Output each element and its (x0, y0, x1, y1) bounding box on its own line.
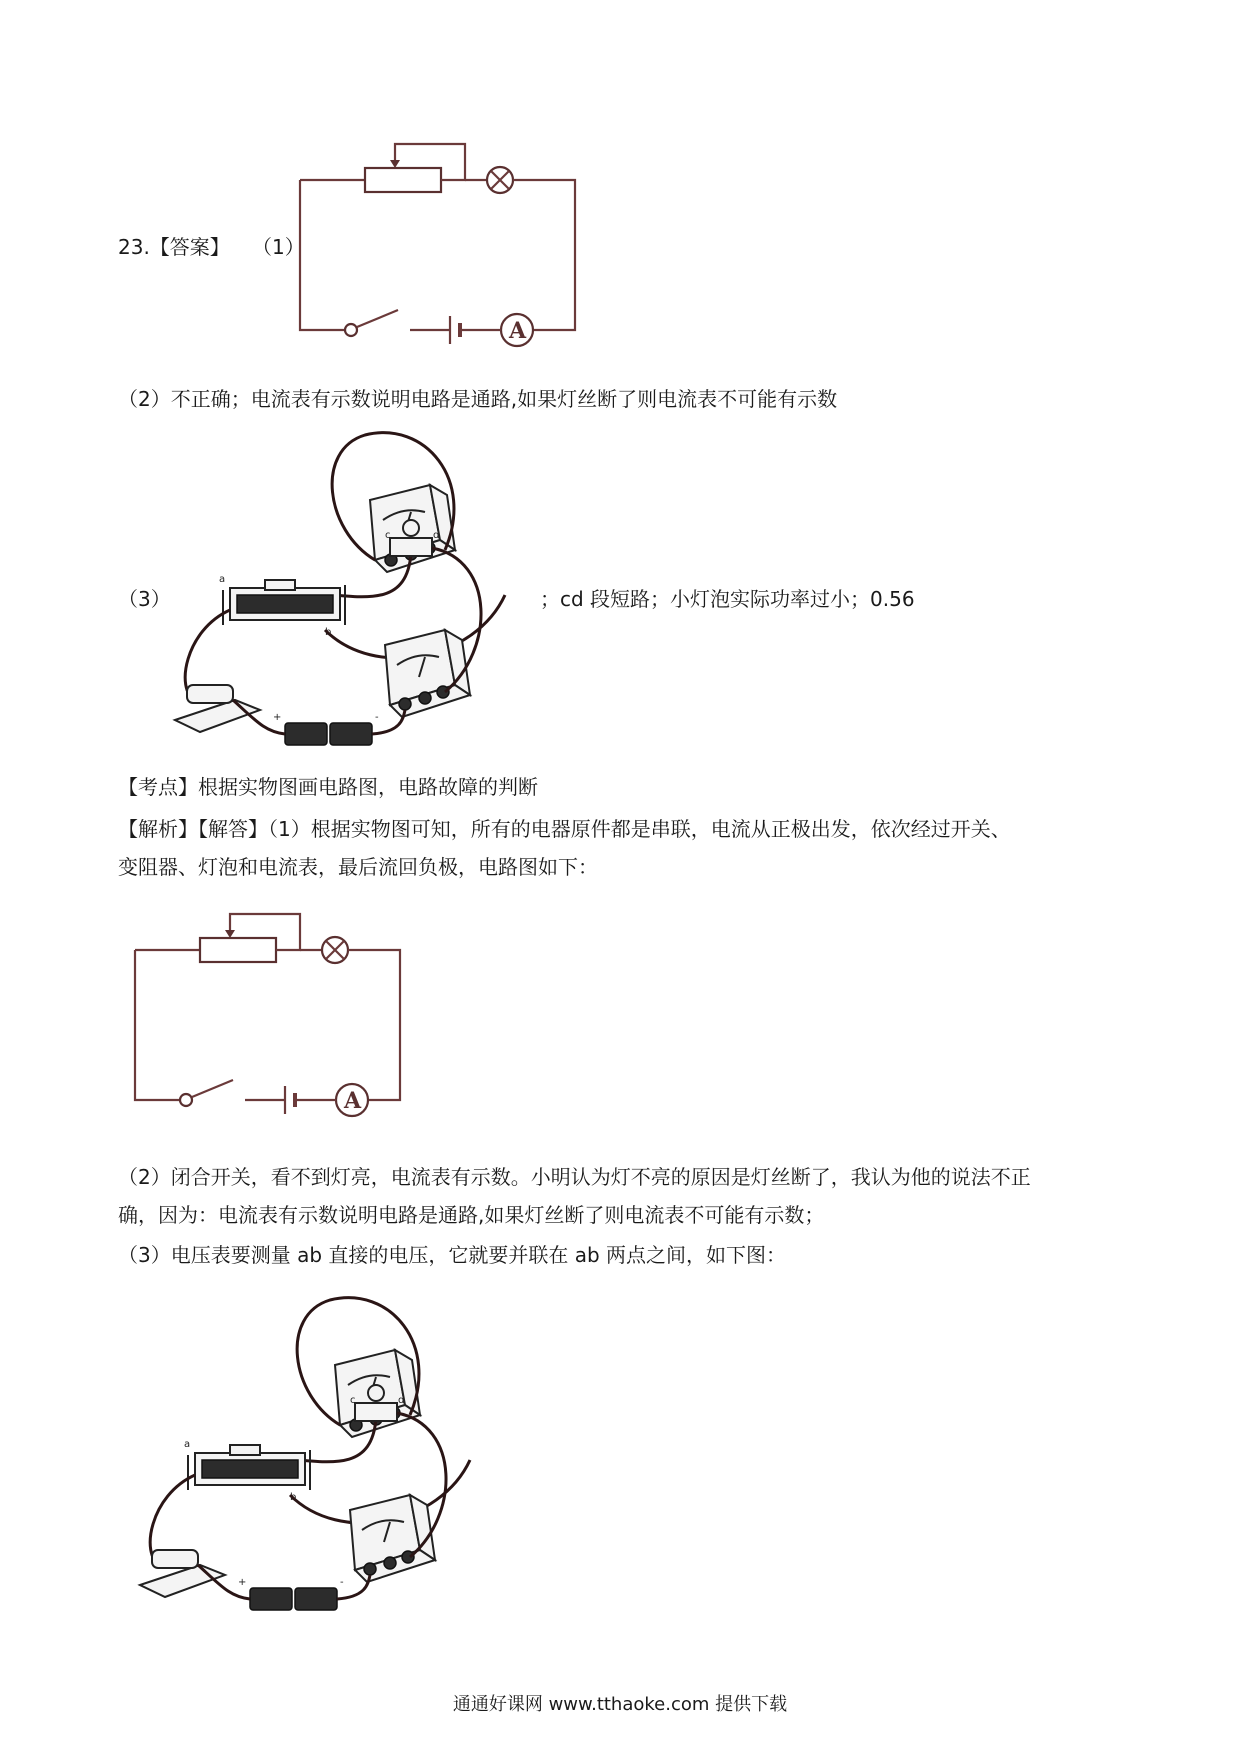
svg-text:a: a (219, 574, 226, 585)
switch-symbol (180, 1080, 233, 1106)
circuit-diagram-2 (125, 910, 425, 1114)
svg-text:d: d (433, 530, 440, 541)
svg-text:A: A (344, 1088, 362, 1114)
ammeter-device (350, 1495, 435, 1582)
jiexi-line-1: 【解析】【解答】（1）根据实物图可知，所有的电器原件都是串联，电流从正极出发，依次经过开关、 (118, 817, 1011, 841)
physical-circuit-2 (140, 1285, 500, 1625)
switch-device (175, 685, 260, 732)
svg-text:-: - (340, 1577, 344, 1588)
jiexi-p3-line: （3）电压表要测量 ab 直接的电压，它就要并联在 ab 两点之间，如下图： (118, 1243, 787, 1267)
part1-tag: （1） (252, 235, 305, 259)
circuit-diagram-1 (290, 140, 590, 344)
switch-device (140, 1550, 225, 1597)
svg-text:-: - (375, 712, 379, 723)
rheostat-device (223, 580, 345, 625)
part2-answer: （2）不正确；电流表有示数说明电路是通路,如果灯丝断了则电流表不可能有示数 (118, 387, 838, 411)
svg-text:+: + (238, 1577, 247, 1588)
rheostat-symbol (365, 168, 441, 192)
svg-text:b: b (325, 627, 332, 638)
svg-text:+: + (273, 712, 282, 723)
jiexi-p2-line-1: （2）闭合开关，看不到灯亮，电流表有示数。小明认为灯不亮的原因是灯丝断了，我认为他的说法不正 (118, 1165, 1031, 1189)
svg-text:A: A (509, 318, 527, 344)
lamp-symbol (322, 937, 348, 963)
svg-text:c: c (350, 1395, 356, 1406)
answer-heading: 23.【答案】 (118, 235, 230, 259)
jiexi-p2-line-2: 确，因为：电流表有示数说明电路是通路,如果灯丝断了则电流表不可能有示数； (118, 1203, 825, 1227)
battery-device (250, 1588, 337, 1610)
ammeter-device (385, 630, 470, 717)
page-footer: 通通好课网 www.tthaoke.com 提供下载 (452, 1694, 788, 1715)
svg-text:b: b (290, 1492, 297, 1503)
lamp-symbol (487, 167, 513, 193)
physical-circuit-1 (175, 420, 535, 760)
battery-symbol (450, 316, 460, 344)
ammeter-symbol (501, 314, 533, 346)
battery-symbol (285, 1086, 295, 1114)
svg-text:d: d (398, 1395, 405, 1406)
switch-symbol (345, 310, 398, 336)
jiexi-line-2: 变阻器、灯泡和电流表，最后流回负极，电路图如下： (118, 855, 598, 879)
svg-text:c: c (385, 530, 391, 541)
rheostat-symbol (200, 938, 276, 962)
part3-tag: （3） (118, 587, 171, 611)
kaodian-line: 【考点】根据实物图画电路图，电路故障的判断 (118, 775, 538, 799)
battery-device (285, 723, 372, 745)
ammeter-symbol (336, 1084, 368, 1116)
part3-answer: ；cd 段短路；小灯泡实际功率过小；0.56 (540, 587, 915, 611)
rheostat-device (188, 1445, 310, 1490)
svg-text:a: a (184, 1439, 191, 1450)
